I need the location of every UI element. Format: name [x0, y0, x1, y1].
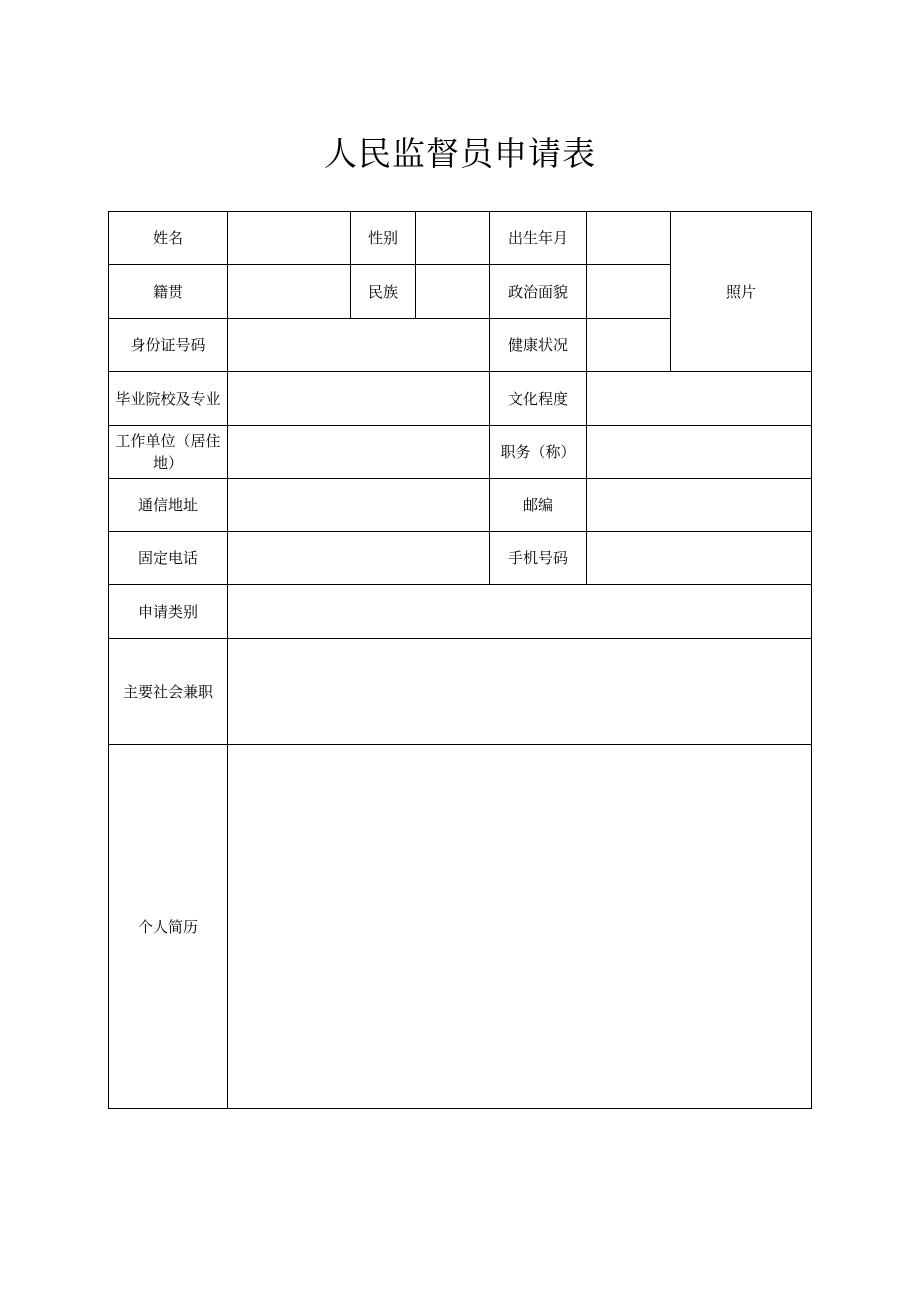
position-field[interactable] [587, 426, 812, 479]
category-field[interactable] [228, 585, 812, 639]
work-unit-field[interactable] [228, 426, 490, 479]
table-row [109, 585, 812, 639]
landline-field[interactable] [228, 532, 490, 585]
health-label: 健康状况 [490, 319, 587, 372]
name-field[interactable] [228, 212, 351, 265]
table-row [109, 479, 812, 532]
political-status-field[interactable] [587, 265, 671, 319]
address-field[interactable] [228, 479, 490, 532]
table-row [109, 426, 812, 479]
address-label: 通信地址 [109, 479, 228, 532]
id-number-label: 身份证号码 [109, 319, 228, 372]
school-major-label: 毕业院校及专业 [109, 372, 228, 426]
birth-field[interactable] [587, 212, 671, 265]
gender-label: 性别 [351, 212, 416, 265]
postcode-field[interactable] [587, 479, 812, 532]
education-field[interactable] [587, 372, 812, 426]
photo-box[interactable]: 照片 [671, 212, 812, 372]
political-status-label: 政治面貌 [490, 265, 587, 319]
category-label: 申请类别 [109, 585, 228, 639]
name-label: 姓名 [109, 212, 228, 265]
position-label: 职务（称） [490, 426, 587, 479]
resume-field[interactable] [228, 745, 812, 1109]
table-row [109, 212, 812, 265]
work-unit-label [109, 426, 228, 479]
health-field[interactable] [587, 319, 671, 372]
work-unit-label-line1: 工作单位（居住 [115, 432, 221, 450]
gender-field[interactable] [416, 212, 490, 265]
table-row [109, 372, 812, 426]
social-roles-label: 主要社会兼职 [109, 639, 228, 745]
application-form-table [108, 211, 812, 1109]
table-row [109, 532, 812, 585]
social-roles-field[interactable] [228, 639, 812, 745]
work-unit-label-line2: 地） [152, 454, 183, 472]
landline-label: 固定电话 [109, 532, 228, 585]
native-place-field[interactable] [228, 265, 351, 319]
form-title: 人民监督员申请表 [324, 134, 596, 173]
mobile-label: 手机号码 [490, 532, 587, 585]
school-major-field[interactable] [228, 372, 490, 426]
ethnicity-label: 民族 [351, 265, 416, 319]
id-number-field[interactable] [228, 319, 490, 372]
ethnicity-field[interactable] [416, 265, 490, 319]
mobile-field[interactable] [587, 532, 812, 585]
birth-label: 出生年月 [490, 212, 587, 265]
postcode-label: 邮编 [490, 479, 587, 532]
table-row [109, 639, 812, 745]
resume-label: 个人简历 [109, 745, 228, 1109]
education-label: 文化程度 [490, 372, 587, 426]
native-place-label: 籍贯 [109, 265, 228, 319]
table-row [109, 745, 812, 1109]
